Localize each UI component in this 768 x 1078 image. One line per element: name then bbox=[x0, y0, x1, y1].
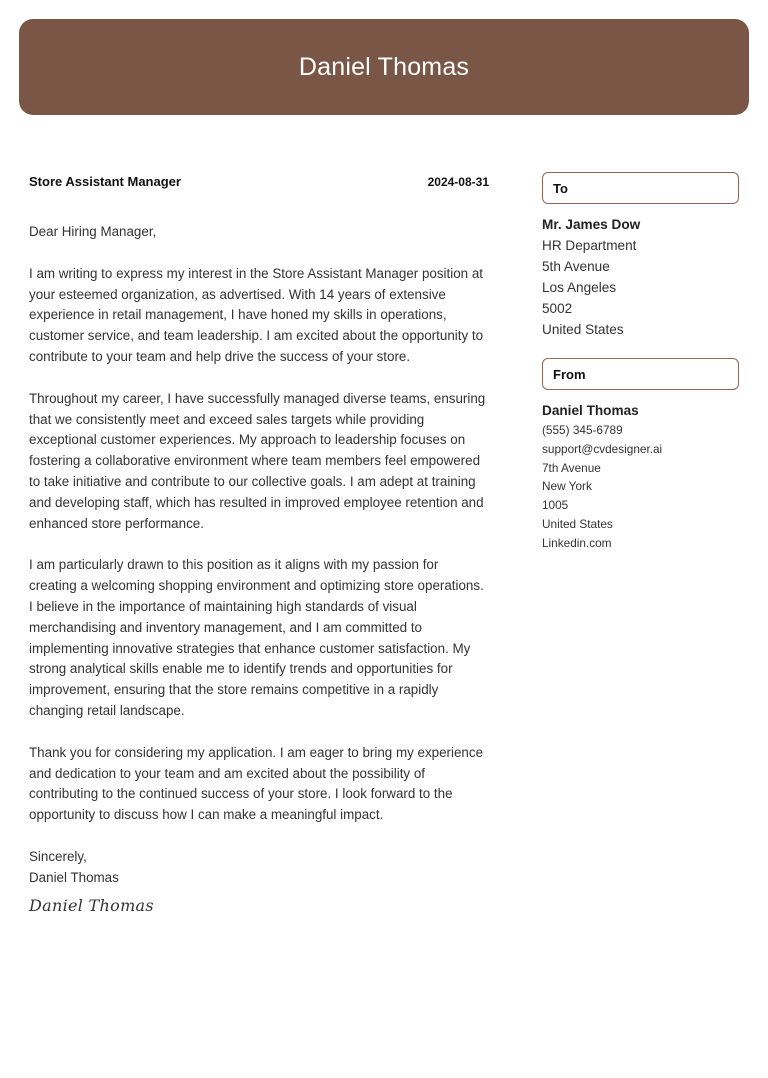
sender-phone: (555) 345-6789 bbox=[542, 423, 623, 437]
applicant-name-heading: Daniel Thomas bbox=[298, 52, 470, 81]
handwritten-signature: Daniel Thomas bbox=[29, 895, 154, 915]
closing bbox=[29, 847, 489, 889]
sender-name: Daniel Thomas bbox=[542, 403, 639, 418]
to-label-box bbox=[542, 172, 739, 204]
letter-subject: Store Assistant Manager bbox=[29, 174, 181, 189]
closing-phrase: Sincerely, bbox=[29, 848, 87, 864]
to-label: To bbox=[553, 180, 568, 196]
sender-website: Linkedin.com bbox=[542, 535, 612, 550]
sender-email: support@cvdesigner.ai bbox=[542, 441, 663, 456]
recipient-block bbox=[542, 214, 739, 340]
paragraph-2: Throughout my career, I have successfully managed diverse teams, ensuring that we consistently meet and exceed sales targets while providing exceptional customer experiences. My approach to leadership focuses on fostering a collaborative environment where team members feel empowered to take initiative and contribute to our collective goals. I am adept at training and developing staff, which has resulted in improved employee retention and enhanced store performance. bbox=[29, 390, 486, 531]
recipient-zip: 5002 bbox=[542, 301, 573, 316]
sender-country: United States bbox=[542, 516, 613, 531]
paragraph-1: I am writing to express my interest in the Store Assistant Manager position at your esteemed organization, as advertised. With 14 years of extensive experience in retail management, I have honed my skills in operations, customer service, and team leadership. I am excited about the opportunity to contribute to your team and help drive the success of your store. bbox=[29, 265, 484, 364]
recipient-department: HR Department bbox=[542, 238, 637, 253]
recipient-city: Los Angeles bbox=[542, 280, 617, 295]
from-label-box bbox=[542, 358, 739, 390]
paragraph-3: I am particularly drawn to this position as it aligns with my passion for creating a welcoming shopping environment and optimizing store operations. I believe in the importance of maintaining high standards of visual merchandising and inventory management, and I am committed to implementing innovative strategies that enhance customer satisfaction. My strong analytical skills enable me to identify trends and opportunities for improvement, ensuring that the store remains competitive in a rapidly changing retail landscape. bbox=[29, 557, 484, 718]
sender-block bbox=[542, 400, 739, 553]
recipient-name: Mr. James Dow bbox=[542, 217, 641, 232]
recipient-country: United States bbox=[542, 322, 624, 337]
sender-zip: 1005 bbox=[542, 498, 569, 513]
letter-date: 2024-08-31 bbox=[427, 175, 489, 189]
recipient-street: 5th Avenue bbox=[542, 259, 610, 274]
from-label: From bbox=[553, 366, 586, 382]
closing-name: Daniel Thomas bbox=[29, 869, 119, 885]
salutation: Dear Hiring Manager, bbox=[29, 224, 157, 239]
sender-city: New York bbox=[542, 479, 592, 494]
header-banner bbox=[19, 19, 749, 115]
subject-row bbox=[29, 174, 489, 192]
letter-body bbox=[29, 174, 489, 915]
address-sidebar bbox=[542, 172, 739, 553]
sender-street: 7th Avenue bbox=[542, 460, 601, 475]
paragraph-4: Thank you for considering my application. I am eager to bring my experience and dedication to your team and am excited about the possibility of contributing to the continued success of your store. I look forward to the opportunity to discuss how I can make a meaningful impact. bbox=[29, 744, 484, 823]
